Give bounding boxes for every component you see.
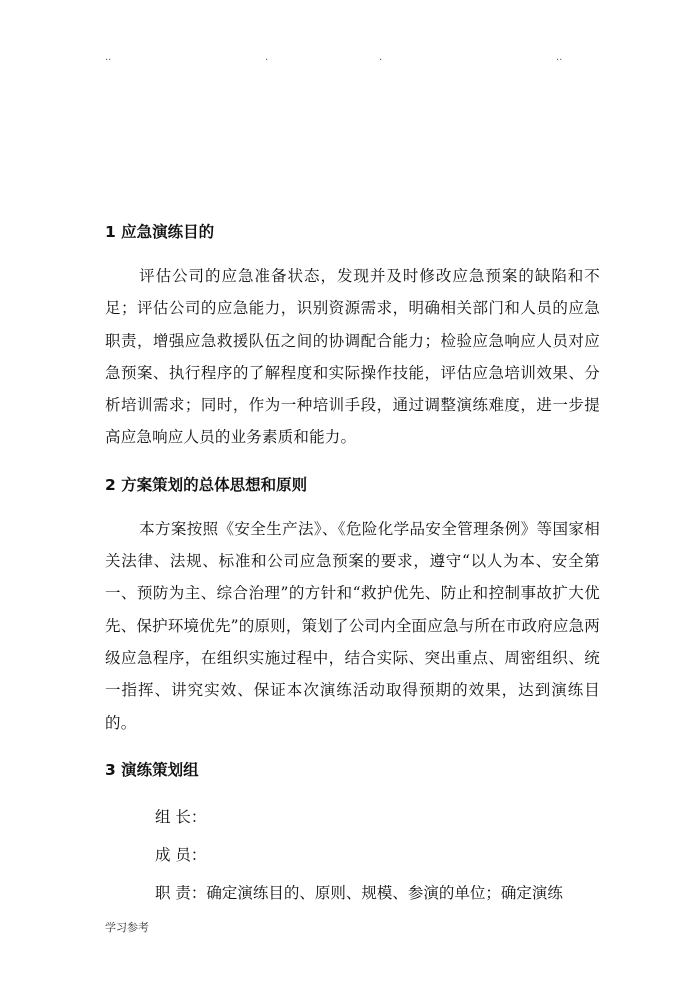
- section-1-heading: 1 应急演练目的: [105, 223, 215, 241]
- header-mark-2: .: [265, 52, 269, 63]
- section-2-paragraph: 本方案按照《安全生产法》、《危险化学品安全管理条例》等国家相关法律、法规、标准和公司应急预案的要求，遵守“以人为本、安全第一、预防为主、综合治理”的方针和“救护优先、防止和控制事故扩大优先、保护环境优先”的原则，策划了公司内全面应急与所在市政府应急两级应急程序，在组织实施过程中，结合实际、突出重点、周密组织、统一指挥、讲究实效、保证本次演练活动取得预期的效果，达到演练目的。: [105, 519, 600, 732]
- roster-leader: 组 长：: [155, 807, 207, 826]
- roster-duties: 职 责：确定演练目的、原则、规模、参演的单位；确定演练: [155, 883, 563, 902]
- document-body: [105, 218, 600, 912]
- header-mark-1: ..: [105, 52, 112, 63]
- section-1-paragraph: 评估公司的应急准备状态，发现并及时修改应急预案的缺陷和不足；评估公司的应急能力，识别资源需求，明确相关部门和人员的应急职责，增强应急救援队伍之间的协调配合能力；检验应急响应人员对应急预案、执行程序的了解程度和实际操作技能，评估应急培训效果、分析培训需求；同时，作为一种培训手段，通过调整演练难度，进一步提高应急响应人员的业务素质和能力。: [105, 267, 600, 447]
- header-mark-3: .: [379, 52, 383, 63]
- section-2-heading: 2 方案策划的总体思想和原则: [105, 475, 308, 494]
- section-2: [105, 471, 600, 739]
- section-1: [105, 218, 600, 454]
- roster: [105, 798, 600, 912]
- page-footer: 学习参考: [105, 921, 149, 934]
- section-3-heading: 3 演练策划组: [105, 760, 199, 779]
- header-mark-4: ..: [556, 52, 563, 63]
- roster-members: 成 员：: [155, 845, 207, 864]
- section-3: [105, 756, 600, 912]
